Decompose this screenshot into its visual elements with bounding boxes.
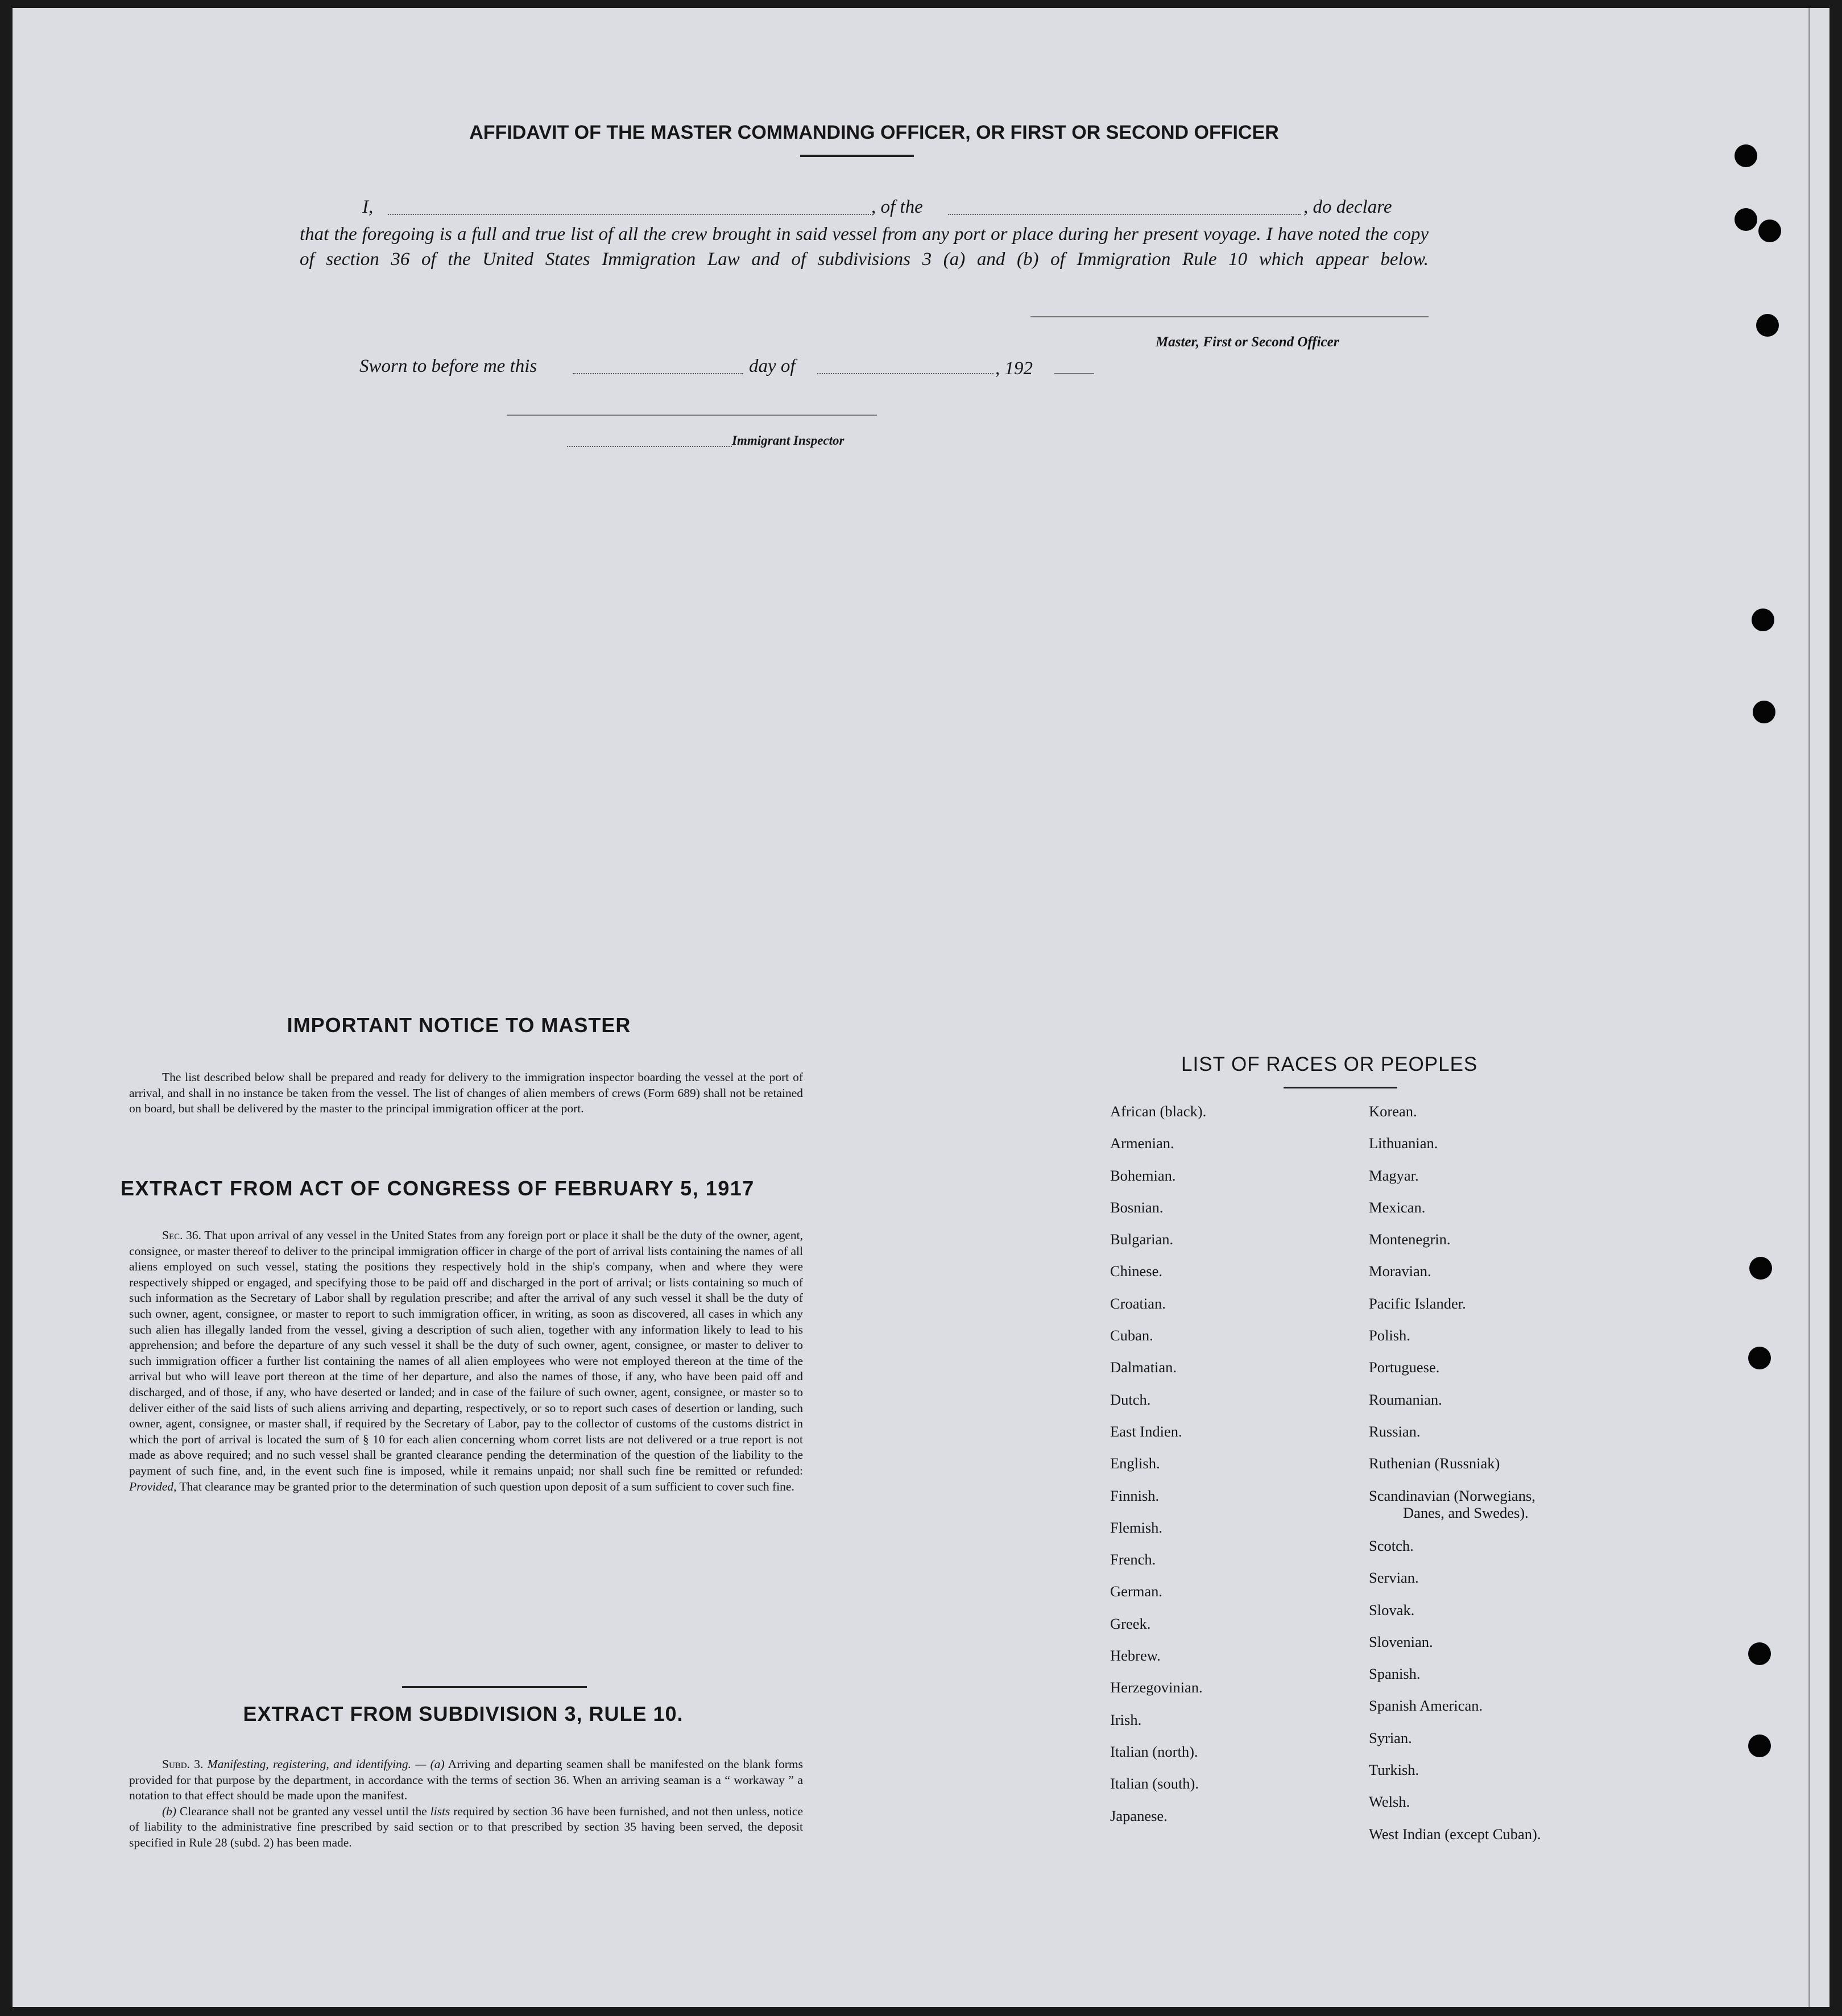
race-item: Servian. bbox=[1369, 1569, 1419, 1587]
inspector-caption: Immigrant Inspector bbox=[732, 433, 845, 448]
race-item: Hebrew. bbox=[1110, 1647, 1161, 1665]
race-item: Cuban. bbox=[1110, 1327, 1153, 1344]
race-item: Scandinavian (Norwegians, bbox=[1369, 1487, 1535, 1504]
race-item-continuation: Danes, and Swedes). bbox=[1403, 1504, 1529, 1521]
punch-hole bbox=[1748, 1734, 1771, 1757]
races-left-column bbox=[1110, 1103, 1206, 1839]
declare-label: , do declare bbox=[1303, 197, 1392, 217]
races-title-underline bbox=[1284, 1087, 1397, 1088]
race-item: Finnish. bbox=[1110, 1487, 1160, 1504]
notice-text: The list described below shall be prepared and ready for delivery to the immigration inspector boarding the vessel at the port of arrival, and shall in no instance be taken from the vessel. The list of changes of alien members of crews (Form 689) shall not be retained on board, but shall be delivered by the master to the principal immigration officer at the port. bbox=[129, 1070, 803, 1116]
race-item: Mexican. bbox=[1369, 1198, 1426, 1216]
race-item: Dalmatian. bbox=[1110, 1359, 1177, 1376]
race-item: Chinese. bbox=[1110, 1262, 1162, 1280]
race-item: English. bbox=[1110, 1455, 1160, 1472]
race-item: Scotch. bbox=[1369, 1537, 1414, 1554]
punch-hole bbox=[1752, 608, 1774, 631]
affidavit-title: AFFIDAVIT OF THE MASTER COMMANDING OFFICER, OR FIRST OR SECOND OFFICER bbox=[469, 122, 1279, 143]
race-item: Herzegovinian. bbox=[1110, 1679, 1203, 1696]
para-b-2: required by section 36 have been furnished, and not then unless, notice of liability to the administrative fine prescribed by said section or to that prescribed by section 35 having been served, the deposit specified in Rule 28 (subd. 2) has been made. bbox=[129, 1804, 804, 1849]
race-item: Dutch. bbox=[1110, 1390, 1151, 1408]
race-item: Roumanian. bbox=[1369, 1390, 1442, 1408]
race-item: Slovak. bbox=[1369, 1601, 1415, 1618]
subd-label: Subd. 3. bbox=[162, 1757, 204, 1771]
page-edge-line bbox=[1808, 8, 1810, 2007]
i-label: I, bbox=[362, 197, 374, 217]
race-item: Ruthenian (Russniak) bbox=[1369, 1455, 1500, 1472]
day-of-label: day of bbox=[749, 356, 796, 376]
year-label: , 192 bbox=[995, 358, 1033, 379]
race-item: East Indien. bbox=[1110, 1422, 1182, 1440]
subd-heading: Manifesting, registering, and identifying. — (a) bbox=[207, 1757, 445, 1771]
punch-hole bbox=[1753, 701, 1775, 723]
day-blank[interactable] bbox=[573, 373, 743, 374]
race-item: Moravian. bbox=[1369, 1262, 1431, 1280]
races-title: LIST OF RACES OR PEOPLES bbox=[1181, 1053, 1478, 1075]
para-b-label: (b) bbox=[162, 1804, 177, 1818]
race-item: Slovenian. bbox=[1369, 1633, 1433, 1650]
punch-hole bbox=[1735, 208, 1757, 231]
race-item: Italian (north). bbox=[1110, 1742, 1198, 1760]
sworn-label: Sworn to before me this bbox=[359, 356, 537, 376]
race-item: Armenian. bbox=[1110, 1135, 1174, 1152]
inspector-blank[interactable] bbox=[507, 415, 877, 416]
para-b-lists: lists bbox=[430, 1804, 450, 1818]
title-underline bbox=[800, 155, 914, 157]
act-body bbox=[129, 1228, 803, 1495]
declaration-line bbox=[362, 197, 373, 218]
vessel-blank[interactable] bbox=[948, 214, 1301, 215]
month-blank[interactable] bbox=[817, 373, 994, 374]
inspector-small-blank[interactable] bbox=[567, 446, 732, 447]
provided-label: Provided, bbox=[129, 1479, 177, 1493]
race-item: Turkish. bbox=[1369, 1761, 1419, 1779]
signature-caption: Master, First or Second Officer bbox=[1156, 334, 1339, 350]
section-36-end: That clearance may be granted prior to the determination of such question upon deposit of a sum sufficient to cover such fine. bbox=[179, 1479, 794, 1493]
punch-hole bbox=[1735, 144, 1757, 167]
race-item: Irish. bbox=[1110, 1711, 1142, 1728]
race-item: German. bbox=[1110, 1583, 1162, 1600]
signature-blank[interactable] bbox=[1030, 316, 1429, 317]
of-the-label: , of the bbox=[871, 197, 923, 217]
rule-body bbox=[129, 1757, 803, 1851]
race-item: Bohemian. bbox=[1110, 1166, 1176, 1184]
punch-hole bbox=[1758, 220, 1781, 242]
race-item: Russian. bbox=[1369, 1422, 1421, 1440]
section-36-text: That upon arrival of any vessel in the United States from any foreign port or place it shall be the duty of the owner, agent, consignee, or master thereof to deliver to the principal immigration officer in charge of the port of arrival lists containing the names of all aliens employed on such vessel, stating the positions they respectively hold in the ship's company, when and where they were respectively shipped or engaged, and specifying those to be paid off and discharged in the port of arrival; or lists containing so much of such information as the Secretary of Labor shall by regulation prescribe; and after the arrival of any such vessel it shall be the duty of such owner, agent, consignee, or master to report to such immigration officer, in writing, as soon as discovered, all cases in which any such alien has illegally landed from the vessel, giving a description of such alien, together with any information likely to lead to his apprehension; and before the departure of any such vessel it shall be the duty of such owner, agent, consignee, or master to deliver to such immigration officer a further list containing the names of all alien employees who were not employed thereon at the time of the arrival but who will leave port thereon at the time of her departure, and also the names of those, if any, who have been paid off and discharged, and of those, if any, who have deserted or landed; and in case of the failure of such owner, agent, consignee, or master so to deliver either of the said lists of such aliens arriving and departing, respectively, or so to report such cases of desertion or landing, such owner, agent, consignee, or master shall, if required by the Secretary of Labor, pay to the collector of customs of the customs district in which the port of arrival is located the sum of § 10 for each alien concerning whom corret lists are not delivered or a true report is not made as above required; and no such vessel shall be granted clearance pending the determination of the question of the liability to the payment of such fine, and, in the event such fine is imposed, while it remains unpaid; nor shall such fine be remitted or refunded: bbox=[129, 1228, 803, 1477]
race-item: French. bbox=[1110, 1551, 1156, 1568]
punch-hole bbox=[1748, 1642, 1771, 1665]
notice-body bbox=[129, 1070, 803, 1117]
section-label: Sec. 36. bbox=[162, 1228, 202, 1242]
race-item: Syrian. bbox=[1369, 1729, 1412, 1746]
race-item: Bosnian. bbox=[1110, 1198, 1164, 1216]
affidavit-body: that the foregoing is a full and true list of all the crew brought in said vessel from any port or place during her present voyage. I have noted the copy of section 36 of the United States Immigration Law and of subdivisions 3 (a) and (b) of Immigration Rule 10 which appear below. bbox=[300, 224, 1429, 270]
document-page bbox=[13, 8, 1829, 2007]
race-item: Flemish. bbox=[1110, 1518, 1163, 1536]
para-a: Arriving and departing seamen shall be manifested on the blank forms provided for that purpose by the department, in accordance with the terms of section 36. When an arriving seaman is a “ workaway ” a notation to that effect should be made upon the manifest. bbox=[129, 1757, 803, 1803]
race-item: Magyar. bbox=[1369, 1166, 1419, 1184]
race-item: Japanese. bbox=[1110, 1807, 1168, 1824]
act-title: EXTRACT FROM ACT OF CONGRESS OF FEBRUARY 5, 1917 bbox=[121, 1177, 755, 1200]
section-divider bbox=[402, 1686, 587, 1688]
races-right-column-top bbox=[1369, 1103, 1535, 1521]
race-item: West Indian (except Cuban). bbox=[1369, 1825, 1541, 1843]
race-item: Montenegrin. bbox=[1369, 1231, 1451, 1248]
punch-hole bbox=[1748, 1347, 1771, 1369]
race-item: Italian (south). bbox=[1110, 1775, 1199, 1793]
race-item: Lithuanian. bbox=[1369, 1135, 1438, 1152]
race-item: Portuguese. bbox=[1369, 1359, 1440, 1376]
punch-hole bbox=[1756, 314, 1779, 337]
year-blank[interactable] bbox=[1054, 373, 1094, 374]
race-item: Greek. bbox=[1110, 1615, 1151, 1632]
punch-hole bbox=[1749, 1257, 1772, 1280]
race-item: Croatian. bbox=[1110, 1294, 1166, 1312]
notice-title: IMPORTANT NOTICE TO MASTER bbox=[287, 1013, 631, 1037]
race-item: Bulgarian. bbox=[1110, 1231, 1174, 1248]
name-blank[interactable] bbox=[388, 214, 871, 215]
race-item: African (black). bbox=[1110, 1103, 1207, 1120]
race-item: Spanish. bbox=[1369, 1665, 1421, 1683]
race-item: Korean. bbox=[1369, 1103, 1417, 1120]
race-item: Welsh. bbox=[1369, 1793, 1410, 1811]
rule-title: EXTRACT FROM SUBDIVISION 3, RULE 10. bbox=[243, 1702, 684, 1725]
para-b-1: Clearance shall not be granted any vessel until the bbox=[179, 1804, 427, 1818]
race-item: Pacific Islander. bbox=[1369, 1294, 1466, 1312]
race-item: Polish. bbox=[1369, 1327, 1410, 1344]
race-item: Spanish American. bbox=[1369, 1697, 1483, 1715]
races-right-column-bottom bbox=[1369, 1537, 1541, 1857]
